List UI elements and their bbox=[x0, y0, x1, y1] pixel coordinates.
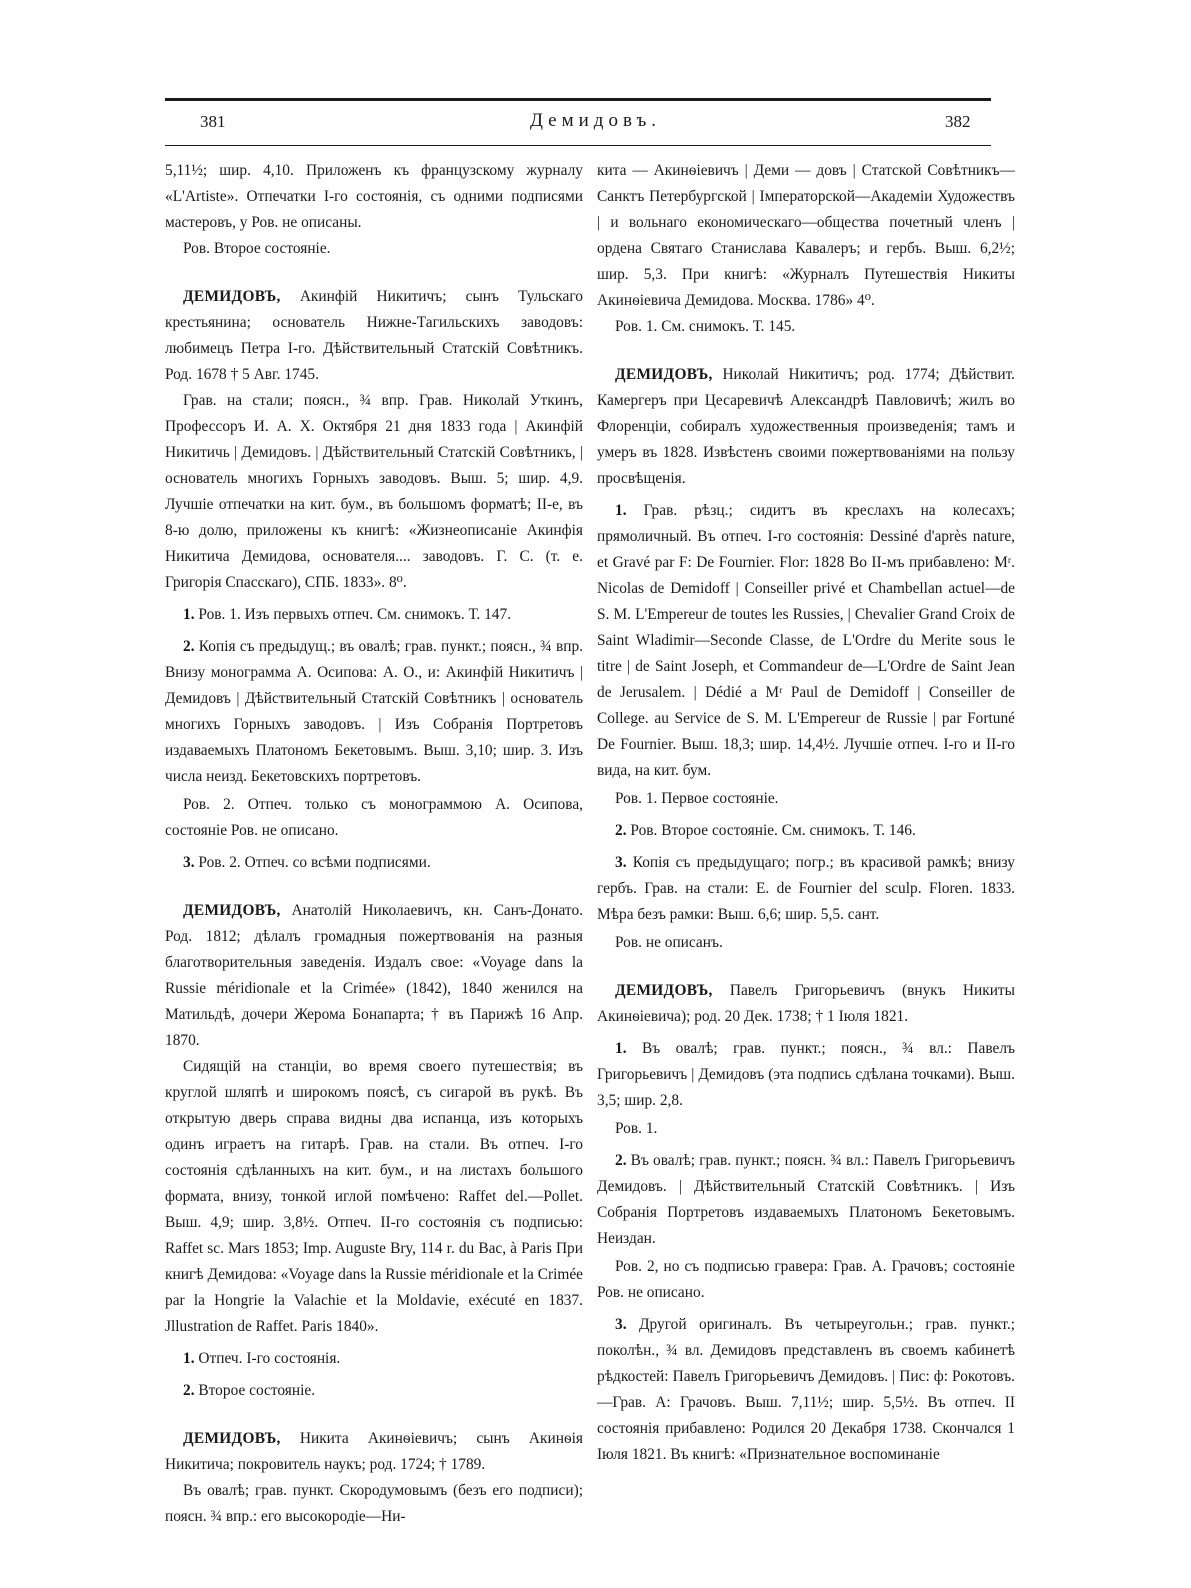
entry-headword: ДЕМИДОВЪ, bbox=[183, 288, 281, 305]
item-text: Въ овалѣ; грав. пункт.; поясн. ¾ вл.: Павелъ Григорьевичъ Демидовъ. | Дѣйствительный Статскій Совѣтникъ. | Изъ Собранія Портретовъ издаваемыхъ Платономъ Бекетовымъ. Неиздан. bbox=[597, 1152, 1015, 1247]
header-rule-bottom bbox=[165, 145, 991, 146]
item-number: 1. bbox=[615, 1040, 627, 1057]
numbered-item bbox=[597, 818, 1015, 844]
entry-text: Никита Акинѳіевичъ; сынъ Акинѳія Никитича; покровитель наукъ; род. 1724; † 1789. bbox=[165, 1430, 583, 1473]
header-rule-top bbox=[165, 98, 991, 101]
paragraph: Сидящій на станціи, во время своего путешествія; въ круглой шляпѣ и широкомъ поясѣ, съ сигарой въ рукѣ. Въ открытую дверь справа видны два испанца, изъ которыхъ одинъ играетъ на гитарѣ. Грав. на стали. Въ отпеч. I-го состоянія сдѣланныхъ на кит. бум., и на листахъ большого формата, внизу, тонкой иглой помѣчено: Raffet del.—Pollet. Выш. 4,9; шир. 3,8½. Отпеч. II-го состоянія съ подписью: Raffet sc. Mars 1853; Imp. Auguste Bry, 114 r. du Bac, à Paris При книгѣ Демидова: «Voyage dans la Russie méridionale et la Crimée par la Hongrie la Valachie et la Moldavie, exécuté en 1837. Jllustration de Raffet. Paris 1840». bbox=[165, 1058, 583, 1335]
paragraph: Въ овалѣ; грав. пункт. Скородумовымъ (безъ его подписи); поясн. ¾ впр.: его высокородіе—Ни- bbox=[165, 1482, 583, 1525]
left-column bbox=[165, 158, 583, 1530]
item-number: 2. bbox=[183, 638, 195, 655]
entry-headword: ДЕМИДОВЪ, bbox=[615, 366, 713, 383]
state-note: Ров. 2, но съ подписью гравера: Грав. А. Грачовъ; состояніе Ров. не описано. bbox=[597, 1258, 1015, 1301]
entry-paragraph bbox=[597, 362, 1015, 492]
item-text: Копія съ предыдущ.; въ овалѣ; грав. пункт.; поясн., ¾ впр. Внизу монограмма А. Осипова: А. О., и: Акинфій Никитичъ | Демидовъ | Дѣйствительный Статскій Совѣтникъ | основатель многихъ Горныхъ заводовъ. | Изъ Собранія Портретовъ издаваемыхъ Платономъ Бекетовымъ. Выш. 3,10; шир. 3. Изъ числа неизд. Бекетовскихъ портретовъ. bbox=[165, 638, 583, 785]
item-text: Грав. рѣзц.; сидитъ въ креслахъ на колесахъ; прямоличный. Въ отпеч. I-го состоянія: Dessiné d'après nature, et Gravé par F: De Fournier. Flor: 1828 Во II-мъ прибавлено: Mʳ. Nicolas de Demidoff | Conseiller privé et Chambellan actuel—de S. M. L'Empereur de toutes les Russies, | Chevalier Grand Croix de Saint Wladimir—Seconde Classe, de L'Ordre du Merite sous le titre | de Saint Joseph, et Commandeur de—L'Ordre de Saint Jean de Jerusalem. | Dédié a Mʳ Paul de Demidoff | Conseiller de College. au Service de S. M. L'Empereur de Russie | par Fortuné De Fournier. Выш. 18,3; шир. 14,4½. Лучшіе отпеч. I-го и II-го вида, на кит. бум. bbox=[597, 502, 1015, 779]
entry-paragraph bbox=[597, 978, 1015, 1030]
item-number: 1. bbox=[183, 606, 195, 623]
item-number: 2. bbox=[183, 1382, 195, 1399]
numbered-item bbox=[165, 1378, 583, 1404]
continued-paragraph: кита — Акинѳіевичъ | Деми — довъ | Статской Совѣтникъ—Санктъ Петербургской | Імператорской—Академіи Художествъ | и вольнаго економическаго—общества почетный членъ | ордена Святаго Станислава Кавалеръ; и гербъ. Выш. 6,2½; шир. 5,3. При книгѣ: «Журналъ Путешествія Никиты Акинѳіевича Демидова. Москва. 1786» 4⁰. bbox=[597, 162, 1015, 309]
entry-text: Акинфій Никитичъ; сынъ Тульскаго крестьянина; основатель Нижне-Тагильскихъ заводовъ: любимецъ Петра I-го. Дѣйствительный Статскій Совѣтникъ. Род. 1678 † 5 Авг. 1745. bbox=[165, 288, 583, 383]
entry-paragraph bbox=[165, 284, 583, 388]
numbered-item bbox=[597, 498, 1015, 784]
state-note: Ров. 1. Первое состояніе. bbox=[615, 790, 779, 807]
item-number: 3. bbox=[615, 1316, 627, 1333]
entry-headword: ДЕМИДОВЪ, bbox=[183, 1430, 281, 1447]
entry-headword: ДЕМИДОВЪ, bbox=[183, 902, 281, 919]
item-text: Отпеч. I-го состоянія. bbox=[194, 1350, 341, 1367]
item-text: Въ овалѣ; грав. пункт.; поясн., ¾ вл.: Павелъ Григорьевичъ | Демидовъ (эта подпись сдѣлана точками). Выш. 3,5; шир. 2,8. bbox=[597, 1040, 1015, 1109]
item-number: 3. bbox=[183, 854, 195, 871]
entry-headword: ДЕМИДОВЪ, bbox=[615, 982, 713, 999]
page-number-right: 382 bbox=[945, 112, 971, 131]
running-title: Демидовъ. bbox=[529, 110, 662, 131]
state-note: Ров. не описанъ. bbox=[615, 934, 723, 951]
entry-text: Николай Никитичъ; род. 1774; Дѣйствит. Камергеръ при Цесаревичѣ Александрѣ Павловичѣ; жилъ во Флоренціи, собиралъ художественныя произведенія; тамъ и умеръ въ 1828. Извѣстенъ своими пожертвованіями на пользу просвѣщенія. bbox=[597, 366, 1015, 487]
item-number: 1. bbox=[615, 502, 627, 519]
numbered-item bbox=[165, 850, 583, 876]
continued-paragraph: 5,11½; шир. 4,10. Приложенъ къ французскому журналу «L'Artiste». Отпечатки I-го состоянія, съ одними подписями мастеровъ, у Ров. не описаны. bbox=[165, 162, 583, 231]
right-column bbox=[597, 158, 1015, 1468]
state-note: Ров. 2. Отпеч. только съ монограммою А. Осипова, состояніе Ров. не описано. bbox=[165, 796, 583, 839]
paragraph: Ров. 1. См. снимокъ. Т. 145. bbox=[615, 318, 796, 335]
entry-text: Анатолій Николаевичъ, кн. Санъ-Донато. Род. 1812; дѣлалъ громадныя пожертвованія на разныя благотворительныя заведенія. Издалъ свое: «Voyage dans la Russie méridionale et la Crimée» (1842), 1840 женился на Матильдѣ, дочери Жерома Бонапарта; † въ Парижѣ 16 Апр. 1870. bbox=[165, 902, 583, 1049]
numbered-item bbox=[597, 1036, 1015, 1114]
item-number: 3. bbox=[615, 854, 627, 871]
entry-text: Павелъ Григорьевичъ (внукъ Никиты Акинѳіевича); род. 20 Дек. 1738; † 1 Іюля 1821. bbox=[597, 982, 1015, 1025]
numbered-item bbox=[165, 634, 583, 790]
entry-paragraph bbox=[165, 1426, 583, 1478]
item-text: Другой оригиналъ. Въ четыреугольн.; грав. пункт.; поколѣн., ¾ вл. Демидовъ представленъ въ своемъ кабинетѣ рѣдкостей: Павелъ Григорьевичъ Демидовъ. | Пис: ф: Рокотовъ.—Грав. А: Грачовъ. Выш. 7,11½; шир. 5,5½. Въ отпеч. II состоянія прибавлено: Родился 20 Декабря 1738. Скончался 1 Іюля 1821. Въ книгѣ: «Признательное воспоминаніе bbox=[597, 1316, 1015, 1463]
item-text: Ров. Второе состояніе. См. снимокъ. Т. 146. bbox=[626, 822, 916, 839]
page-number-left: 381 bbox=[200, 112, 226, 131]
numbered-item bbox=[597, 1148, 1015, 1252]
numbered-item bbox=[597, 1312, 1015, 1468]
paragraph: Грав. на стали; поясн., ¾ впр. Грав. Николай Уткинъ, Профессоръ И. А. Х. Октября 21 дня 1833 года | Акинфій Никитичь | Демидовъ. | Дѣйствительный Статскій Совѣтникъ, | основатель многихъ Горныхъ заводовъ. Выш. 5; шир. 4,9. Лучшіе отпечатки на кит. бум., въ большомъ форматѣ; II-е, въ 8-ю долю, приложены къ книгѣ: «Жизнеописаніе Акинфія Никитича Демидова, основателя.... заводовъ. Г. С. (т. е. Григорія Спасскаго), СПБ. 1833». 8⁰. bbox=[165, 392, 583, 591]
item-text: Ров. 1. Изъ первыхъ отпеч. См. снимокъ. Т. 147. bbox=[194, 606, 512, 623]
item-number: 1. bbox=[183, 1350, 195, 1367]
item-text: Ров. 2. Отпеч. со всѣми подписями. bbox=[194, 854, 431, 871]
item-number: 2. bbox=[615, 822, 627, 839]
state-note: Ров. 1. bbox=[615, 1120, 658, 1137]
item-text: Копія съ предыдущаго; погр.; въ красивой рамкѣ; внизу гербъ. Грав. на стали: E. de Fournier del sculp. Floren. 1833. Мѣра безъ рамки: Выш. 6,6; шир. 5,5. сант. bbox=[597, 854, 1015, 923]
numbered-item bbox=[165, 602, 583, 628]
paragraph: Ров. Второе состояніе. bbox=[183, 240, 331, 257]
numbered-item bbox=[597, 850, 1015, 928]
entry-paragraph bbox=[165, 898, 583, 1054]
numbered-item bbox=[165, 1346, 583, 1372]
item-number: 2. bbox=[615, 1152, 627, 1169]
item-text: Второе состояніе. bbox=[194, 1382, 316, 1399]
